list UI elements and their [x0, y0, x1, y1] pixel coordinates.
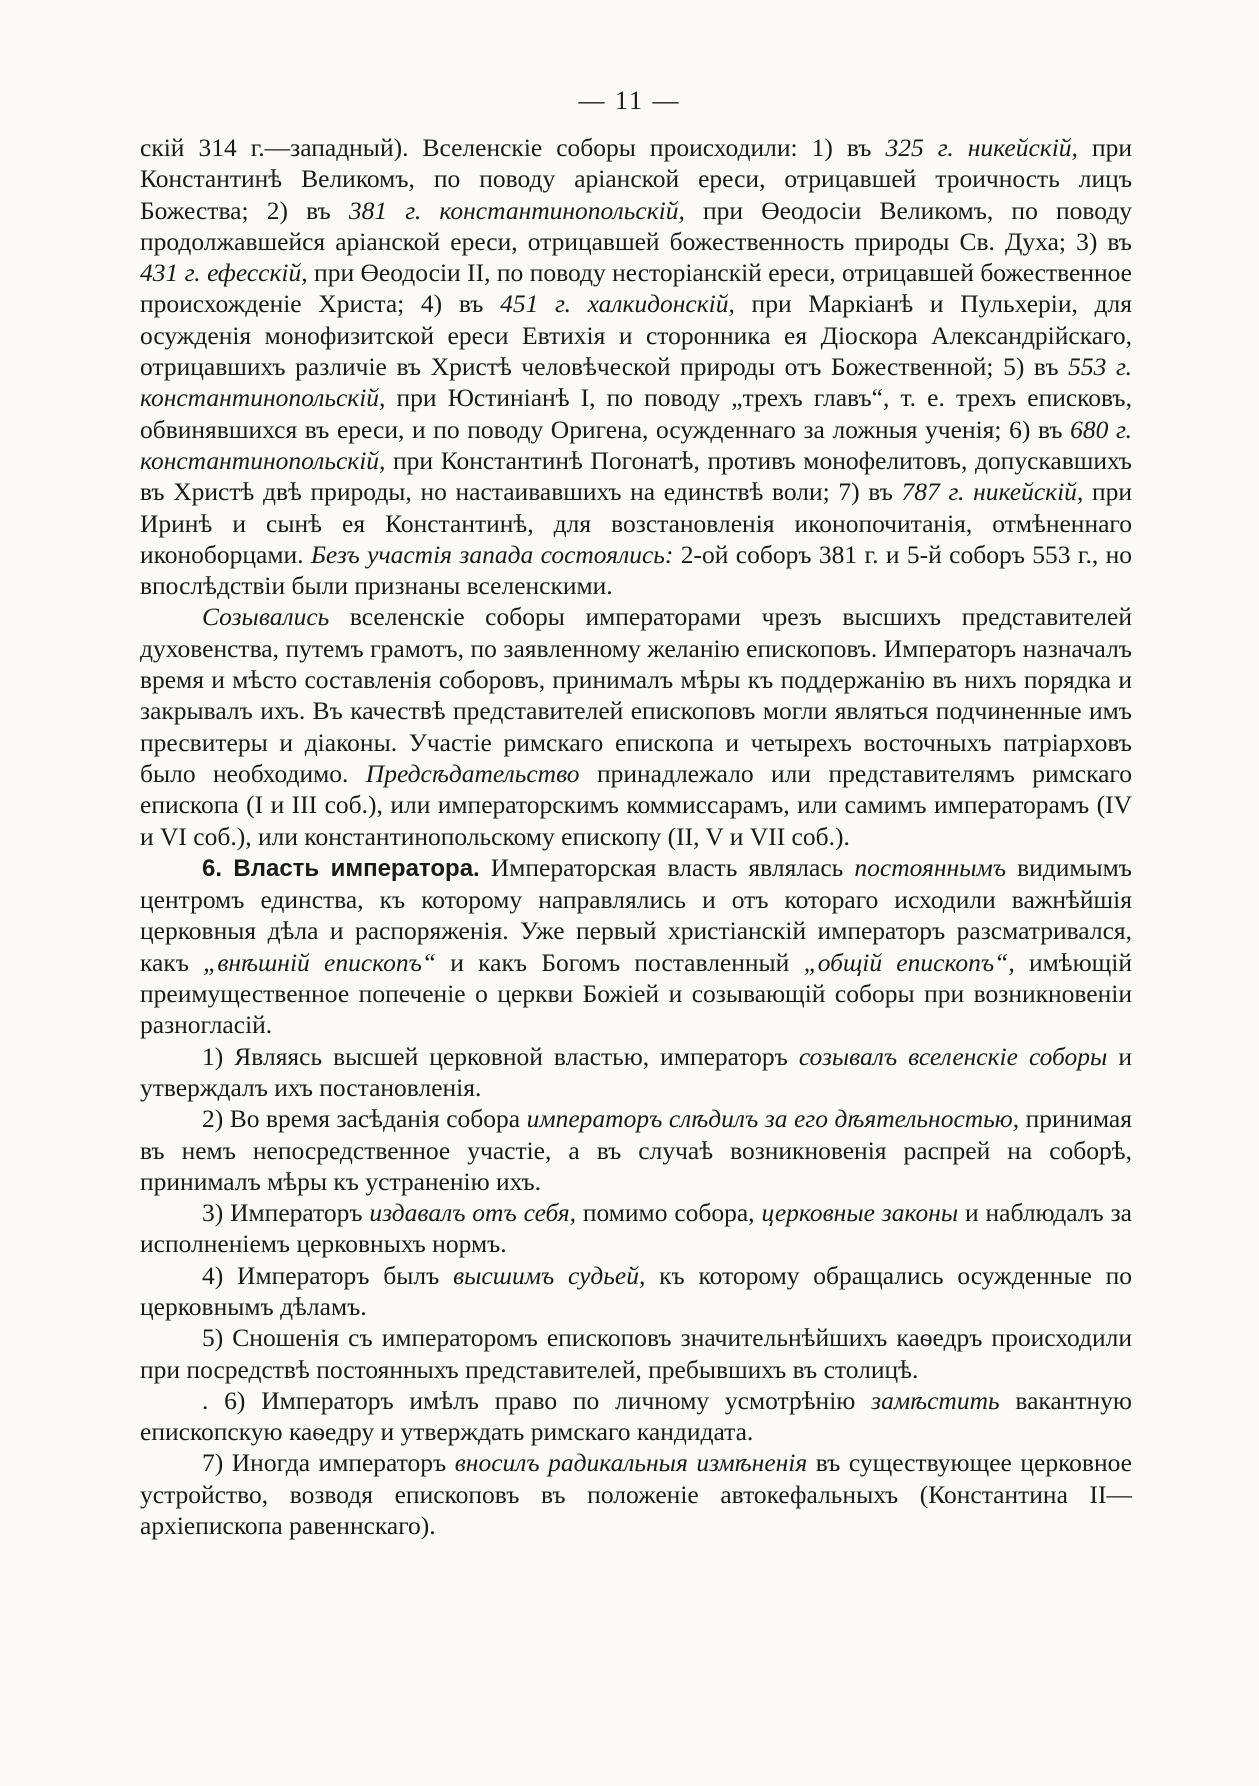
- italic-run: „внѣшній епископъ“: [203, 947, 437, 977]
- italic-run: 680 г. константинопольскій,: [140, 414, 1132, 475]
- italic-run: 451 г. халкидонскій,: [500, 289, 735, 319]
- list-item-1: [140, 1041, 1132, 1104]
- text-run: и какъ Богомъ поставленный: [436, 947, 804, 977]
- text-run: при Өеодосіи II, по поводу несторіанскій ереси, отрицавшей божественное происхожденіе Христа; 4) въ: [140, 258, 1132, 319]
- body-text: [140, 132, 1132, 1541]
- paragraph-councils-list: [140, 132, 1132, 601]
- text-run: имѣющій преимущественное попеченіе о церкви Божіей и созывающій соборы при возникновеніи разногласій.: [140, 947, 1132, 1040]
- italic-run: созывалъ вселенскіе соборы: [798, 1041, 1108, 1071]
- italic-run: церковные законы: [761, 1198, 959, 1228]
- list-item-5: [140, 1322, 1132, 1385]
- text-run: принимая въ немъ непосредственное участіе, а въ случаѣ возникновенія распрей на соборѣ, принималъ мѣры къ устраненію ихъ.: [140, 1104, 1132, 1196]
- paragraph-emperor-power: [140, 852, 1132, 1041]
- italic-run: „общій епископъ“,: [803, 947, 1015, 977]
- text-run: вселенскіе соборы императорами чрезъ высшихъ представителей духовенства, путемъ грамотъ, по заявленному желанію епископовъ. Императоръ назначалъ время и мѣсто составленія соборовъ, принималъ мѣры къ поддержанію въ нихъ порядка и закрывалъ ихъ. Въ качествѣ представителей епископовъ могли являться подчиненные имъ пресвитеры и діаконы. Участіе римскаго епископа и четырехъ восточныхъ патріарховъ было необходимо.: [140, 602, 1132, 788]
- text-run: Императорская власть являлась: [479, 852, 855, 882]
- italic-run: издавалъ отъ себя,: [369, 1198, 576, 1228]
- text-run: 1) Являясь высшей церковной властью, императоръ: [202, 1041, 799, 1071]
- list-item-3: [140, 1197, 1132, 1260]
- text-run: и наблюдалъ за исполненіемъ церковныхъ нормъ.: [140, 1198, 1132, 1259]
- text-run: при Иринѣ и сынѣ ея Константинѣ, для возстановленія иконопочитанія, отмѣненнаго иконоборцами.: [140, 477, 1133, 569]
- paragraph-convocation: [140, 601, 1132, 851]
- page-number: — 11 —: [578, 86, 681, 115]
- italic-run: 431 г. ефесскій,: [140, 258, 308, 288]
- italic-run: Созывались: [202, 602, 330, 632]
- text-run: вакантную епископскую каѳедру и утверждать римскаго кандидата.: [140, 1385, 1132, 1447]
- text-run: . 6) Императоръ имѣлъ право по личному усмотрѣнію: [202, 1385, 872, 1415]
- text-run: 5) Сношенія съ императоромъ епископовъ значительнѣйшихъ каѳедръ происходили при посредствѣ постоянныхъ представителей, пребывшихъ въ столицѣ.: [140, 1323, 1132, 1384]
- text-run: 7) Иногда императоръ: [202, 1448, 455, 1478]
- italic-run: постояннымъ: [854, 852, 1006, 882]
- text-run: къ которому обращались осужденные по церковнымъ дѣламъ.: [140, 1260, 1132, 1321]
- italic-run: Предсѣдательство: [365, 758, 580, 788]
- italic-run: 787 г. никейскій,: [901, 477, 1084, 507]
- text-run: принадлежало или представителямъ римскаго епископа (I и III соб.), или императорскимъ коммиссарамъ, или самимъ императорамъ (IV и VI соб.), или константинопольскому епископу (II, V и VII соб.).: [140, 758, 1132, 851]
- list-item-6: [140, 1385, 1132, 1448]
- list-item-2: [140, 1103, 1132, 1197]
- text-run: скій 314 г.—западный). Вселенскіе соборы происходили: 1) въ: [140, 133, 886, 162]
- italic-run: императоръ слѣдилъ за его дѣятельностью,: [526, 1104, 1020, 1134]
- section-heading: 6. Власть императора.: [202, 854, 480, 882]
- list-item-4: [140, 1260, 1132, 1323]
- text-run: при Юстиніанѣ I, по поводу „трехъ главъ“, т. е. трехъ еписковъ, обвинявшихся въ ереси, и по поводу Оригена, осужденнаго за ложныя ученія; 6) въ: [140, 383, 1132, 444]
- text-run: 4) Императоръ былъ: [202, 1260, 454, 1290]
- text-run: при Өеодосіи Великомъ, по поводу продолжавшейся аріанской ереси, отрицавшей божественность природы Св. Духа; 3) въ: [140, 195, 1132, 256]
- text-run: 2-ой соборъ 381 г. и 5-й соборъ 553 г., но впослѣдствіи были признаны вселенскими.: [140, 539, 1133, 601]
- text-run: помимо собора,: [575, 1198, 762, 1228]
- italic-run: замѣстить: [871, 1385, 1000, 1415]
- italic-run: высшимъ судьей,: [453, 1260, 646, 1290]
- list-item-7: [140, 1447, 1132, 1541]
- text-run: въ существующее церковное устройство, возводя епископовъ въ положеніе автокефальныхъ (Константина II—архіепископа равеннскаго).: [140, 1448, 1133, 1541]
- text-run: и утверждалъ ихъ постановленія.: [140, 1041, 1132, 1102]
- italic-run: 381 г. константинопольскій,: [348, 195, 685, 225]
- text-run: при Константинѣ Великомъ, по поводу аріанской ереси, отрицавшей троичность лицъ Божества; 2) въ: [140, 133, 1132, 225]
- text-run: 2) Во время засѣданія собора: [202, 1104, 527, 1134]
- italic-run: 553 г. константинопольскій,: [140, 352, 1132, 413]
- italic-run: 325 г. никейскій,: [885, 133, 1078, 162]
- italic-run: вносилъ радикальныя измѣненія: [454, 1448, 808, 1478]
- text-run: при Маркіанѣ и Пульхеріи, для осужденія монофизитской ереси Евтихія и сторонника ея Діоскора Александрійскаго, отрицавшихъ различіе въ Христѣ человѣческой природы отъ Божественной; 5) въ: [140, 289, 1132, 382]
- text-run: видимымъ центромъ единства, къ которому направлялись и отъ котораго исходили важнѣйшія церковныя дѣла и распоряженія. Уже первый христіанскій императоръ разсматривался, какъ: [140, 852, 1132, 977]
- text-run: 3) Императоръ: [202, 1198, 370, 1228]
- italic-run: Безъ участія запада состоялись:: [310, 539, 674, 569]
- text-run: при Константинѣ Погонатѣ, противъ монофелитовъ, допускавшихъ въ Христѣ двѣ природы, но настаивавшихъ на единствѣ воли; 7) въ: [140, 445, 1132, 507]
